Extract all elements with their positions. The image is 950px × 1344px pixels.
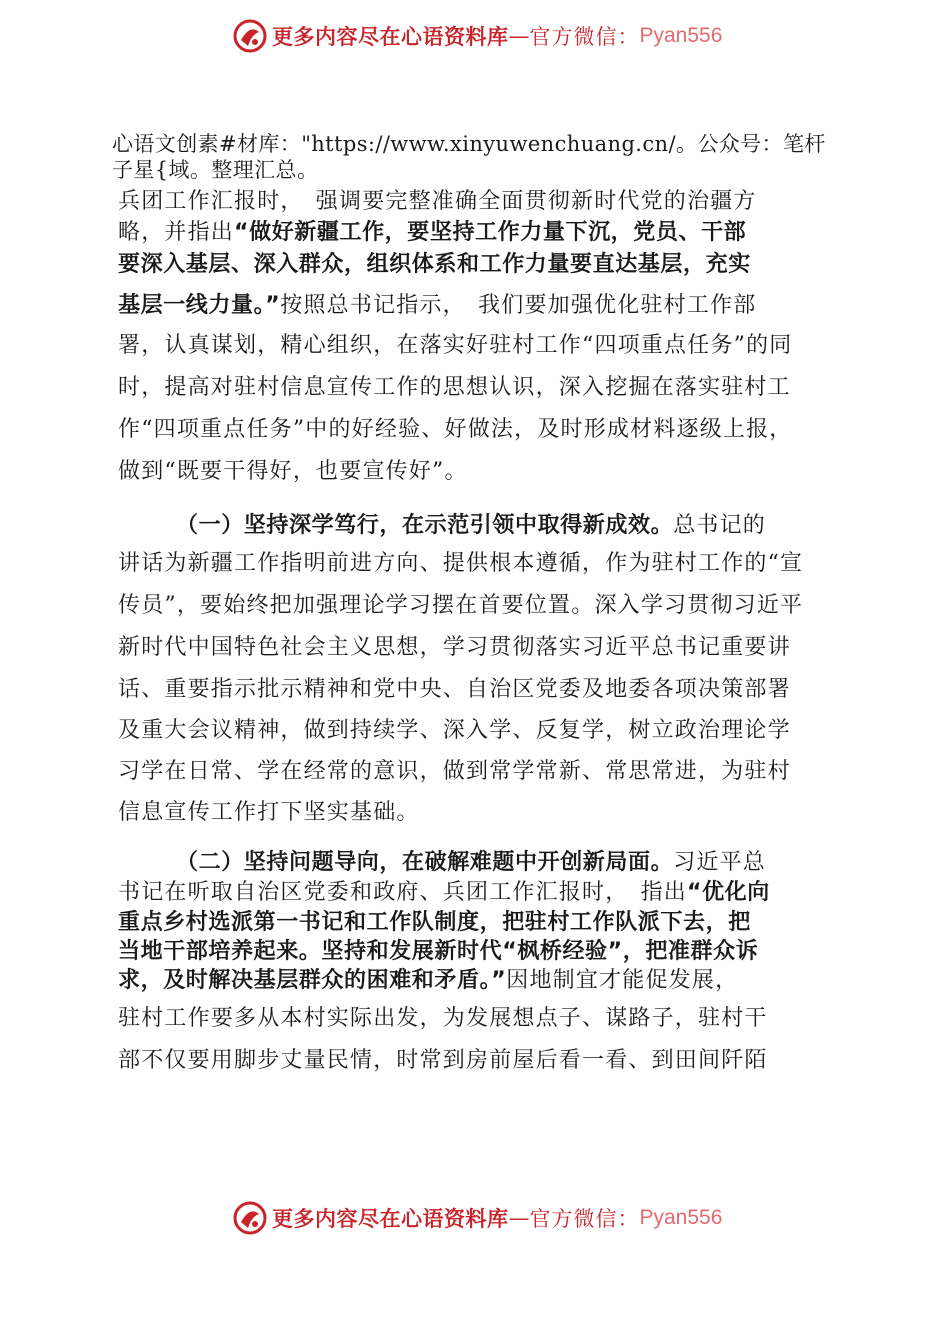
section-1-line-2: 讲话为新疆工作指明前进方向、提供根本遵循，作为驻村工作的“宣 xyxy=(118,551,804,576)
body-quote-1-start: “做好新疆工作，要坚持工作力量下沉，党员、干部 xyxy=(234,220,747,245)
body-line-8: 做到“既要干得好，也要宣传好”。 xyxy=(118,459,468,484)
watermark-wechat-label: 官方微信： xyxy=(529,1207,640,1231)
section-2-line-5 xyxy=(118,963,738,994)
section-1-line-4: 新时代中国特色社会主义思想，学习贯彻落实习近平总书记重要讲 xyxy=(118,635,791,660)
body-quote-1-end: 基层一线力量。” xyxy=(118,293,281,318)
logo-icon xyxy=(232,18,268,54)
section-1-line-5: 话、重要指示批示精神和党中央、自治区党委及地委各项决策部署 xyxy=(118,677,791,702)
section-2-line-2 xyxy=(118,875,770,906)
body-line-2-plain: 略，并指出 xyxy=(118,220,235,245)
section-2-quote-start: “优化向 xyxy=(687,880,770,905)
body-line-2 xyxy=(118,215,746,246)
watermark-wechat-id: Pyan556 xyxy=(639,1206,723,1229)
logo-icon xyxy=(232,1200,268,1236)
section-1-heading: （一）坚持深学笃行，在示范引领中取得新成效。 xyxy=(176,513,674,538)
section-1-line-1-plain: 总书记的 xyxy=(673,513,767,538)
section-2-quote-end: 求，及时解决基层群众的困难和矛盾。” xyxy=(118,968,507,993)
section-1-line-8: 信息宣传工作打下坚实基础。 xyxy=(118,800,420,825)
watermark-wechat-id: Pyan556 xyxy=(639,24,723,47)
section-1-line-3: 传员”，要始终把加强理论学习摆在首要位置。深入学习贯彻习近平 xyxy=(118,593,804,618)
source-note-line-1: 心语文创素#材库："https://www.xinyuwenchuang.cn/。公众号：笔杆 xyxy=(112,132,826,156)
watermark-wechat-label: 官方微信： xyxy=(529,25,640,49)
watermark-separator: — xyxy=(508,1206,530,1230)
section-2-line-7: 部不仅要用脚步丈量民情，时常到房前屋后看一看、到田间阡陌 xyxy=(118,1048,768,1073)
body-line-4-plain: 按照总书记指示， 我们要加强优化驻村工作部 xyxy=(280,293,757,318)
watermark-banner-top xyxy=(232,18,722,54)
body-line-7: 作“四项重点任务”中的好经验、好做法，及时形成材料逐级上报， xyxy=(118,417,793,442)
section-1-line-7: 习学在日常、学在经常的意识，做到常学常新、常思常进，为驻村 xyxy=(118,759,791,784)
section-2-heading: （二）坚持问题导向，在破解难题中开创新局面。 xyxy=(176,850,674,875)
body-line-1: 兵团工作汇报时， 强调要完整准确全面贯彻新时代党的治疆方 xyxy=(118,189,757,214)
body-line-4 xyxy=(118,288,756,319)
watermark-site-text: 更多内容尽在心语资料库 xyxy=(272,1207,509,1231)
section-2-quote-line-3: 当地干部培养起来。坚持和发展新时代“枫桥经验”，把准群众诉 xyxy=(118,939,759,964)
section-2-line-2-plain: 书记在听取自治区党委和政府、兵团工作汇报时， 指出 xyxy=(118,880,688,905)
body-line-6: 时，提高对驻村信息宣传工作的思想认识，深入挖掘在落实驻村工 xyxy=(118,375,791,400)
body-line-5: 署，认真谋划，精心组织，在落实好驻村工作“四项重点任务”的同 xyxy=(118,333,793,358)
section-2-line-5-plain: 因地制宜才能促发展， xyxy=(506,968,739,993)
section-2-line-1 xyxy=(176,845,766,876)
watermark-separator: — xyxy=(508,24,530,48)
source-note-line-2: 子星{域。整理汇总。 xyxy=(112,158,319,182)
watermark-banner-bottom xyxy=(232,1200,722,1236)
section-2-line-1-plain: 习近平总 xyxy=(673,850,767,875)
watermark-site-text: 更多内容尽在心语资料库 xyxy=(272,25,509,49)
section-2-quote-line-2: 重点乡村选派第一书记和工作队制度，把驻村工作队派下去，把 xyxy=(118,910,751,935)
body-quote-1-line-2: 要深入基层、深入群众，组织体系和工作力量要直达基层，充实 xyxy=(118,252,751,277)
section-1-line-6: 及重大会议精神，做到持续学、深入学、反复学，树立政治理论学 xyxy=(118,718,791,743)
section-2-line-6: 驻村工作要多从本村实际出发，为发展想点子、谋路子，驻村干 xyxy=(118,1006,768,1031)
section-1-line-1 xyxy=(176,508,766,539)
